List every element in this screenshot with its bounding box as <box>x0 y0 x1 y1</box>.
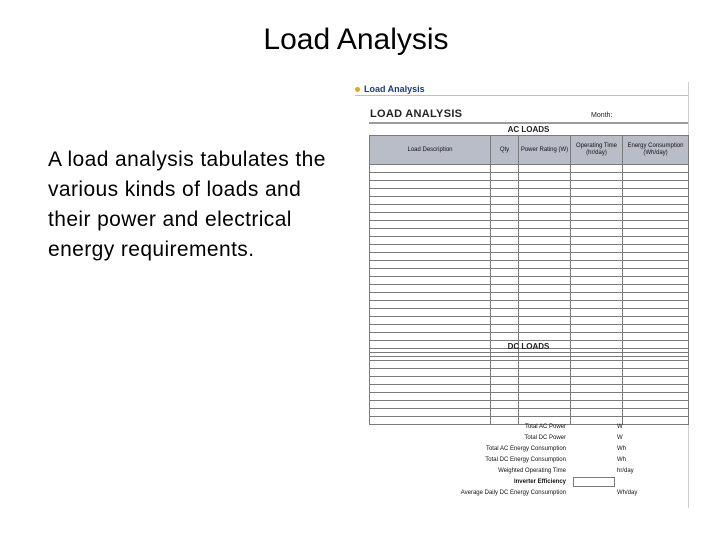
table-cell <box>519 361 571 369</box>
table-cell <box>491 277 519 285</box>
table-cell <box>571 285 623 293</box>
table-cell <box>491 253 519 261</box>
figure-divider <box>355 95 688 96</box>
table-row <box>370 237 689 245</box>
totals-label: Total DC Power <box>524 435 566 441</box>
table-cell <box>623 401 689 409</box>
table-cell <box>491 401 519 409</box>
table-cell <box>491 181 519 189</box>
table-row <box>370 253 689 261</box>
table-cell <box>519 189 571 197</box>
totals-unit: W <box>617 424 623 430</box>
load-analysis-figure <box>355 82 689 508</box>
table-cell <box>519 309 571 317</box>
table-cell <box>571 393 623 401</box>
table-cell <box>491 221 519 229</box>
table-cell <box>370 261 491 269</box>
table-cell <box>571 205 623 213</box>
table-cell <box>491 409 519 417</box>
column-header: Load Description <box>370 136 491 165</box>
totals-row <box>355 466 688 476</box>
table-cell <box>519 253 571 261</box>
table-cell <box>519 277 571 285</box>
table-cell <box>370 325 491 333</box>
table-cell <box>491 245 519 253</box>
table-cell <box>623 173 689 181</box>
table-cell <box>370 377 491 385</box>
totals-row <box>355 455 688 465</box>
table-cell <box>491 309 519 317</box>
table-cell <box>571 253 623 261</box>
table-cell <box>571 213 623 221</box>
totals-label: Average Daily DC Energy Consumption <box>460 490 566 496</box>
table-cell <box>491 165 519 173</box>
table-cell <box>623 353 689 361</box>
table-cell <box>623 229 689 237</box>
table-row <box>370 317 689 325</box>
month-label: Month: <box>591 112 613 119</box>
table-cell <box>623 261 689 269</box>
table-row <box>370 197 689 205</box>
table-cell <box>491 293 519 301</box>
table-row <box>370 385 689 393</box>
table-cell <box>571 189 623 197</box>
dc-loads-heading: DC LOADS <box>507 342 550 351</box>
table-cell <box>491 197 519 205</box>
table-cell <box>623 285 689 293</box>
table-cell <box>519 221 571 229</box>
table-row <box>370 285 689 293</box>
table-cell <box>370 269 491 277</box>
table-cell <box>623 221 689 229</box>
table-cell <box>519 353 571 361</box>
sheet-title: LOAD ANALYSIS <box>370 108 463 120</box>
table-cell <box>491 269 519 277</box>
table-cell <box>370 189 491 197</box>
table-cell <box>491 333 519 341</box>
ac-loads-heading: AC LOADS <box>507 125 550 134</box>
table-cell <box>571 221 623 229</box>
table-cell <box>519 261 571 269</box>
table-cell <box>491 361 519 369</box>
table-cell <box>571 293 623 301</box>
table-cell <box>370 165 491 173</box>
table-row <box>370 205 689 213</box>
table-cell <box>519 213 571 221</box>
table-row <box>370 165 689 173</box>
table-row <box>370 409 689 417</box>
table-cell <box>370 277 491 285</box>
table-cell <box>491 301 519 309</box>
table-cell <box>571 317 623 325</box>
totals-label: Total AC Power <box>524 424 566 430</box>
table-cell <box>370 213 491 221</box>
table-cell <box>491 205 519 213</box>
table-cell <box>519 237 571 245</box>
table-cell <box>623 189 689 197</box>
figure-caption <box>355 84 425 94</box>
table-cell <box>370 409 491 417</box>
table-cell <box>370 401 491 409</box>
sheet-title-rule <box>369 122 688 124</box>
inverter-efficiency-box <box>573 477 615 487</box>
table-cell <box>370 361 491 369</box>
table-row <box>370 213 689 221</box>
table-cell <box>571 165 623 173</box>
totals-unit: Wh <box>617 446 626 452</box>
table-cell <box>491 189 519 197</box>
table-cell <box>571 261 623 269</box>
table-cell <box>370 309 491 317</box>
table-cell <box>370 353 491 361</box>
table-row <box>370 245 689 253</box>
table-cell <box>491 261 519 269</box>
table-cell <box>370 333 491 341</box>
table-cell <box>623 317 689 325</box>
table-row <box>370 309 689 317</box>
table-cell <box>491 325 519 333</box>
table-row <box>370 277 689 285</box>
totals-row <box>355 444 688 454</box>
table-cell <box>370 385 491 393</box>
table-row <box>370 393 689 401</box>
table-cell <box>571 301 623 309</box>
totals-label: Total AC Energy Consumption <box>485 446 566 452</box>
table-cell <box>623 393 689 401</box>
table-cell <box>571 269 623 277</box>
table-cell <box>519 401 571 409</box>
table-cell <box>571 369 623 377</box>
slide-title: Load Analysis <box>263 23 449 56</box>
totals-row <box>355 477 688 487</box>
table-cell <box>571 385 623 393</box>
table-row <box>370 229 689 237</box>
table-cell <box>571 245 623 253</box>
totals-label: Total DC Energy Consumption <box>485 457 566 463</box>
table-row <box>370 221 689 229</box>
table-cell <box>370 285 491 293</box>
table-cell <box>491 393 519 401</box>
table-cell <box>519 285 571 293</box>
table-cell <box>519 173 571 181</box>
column-header: Qty <box>491 136 519 165</box>
table-cell <box>623 181 689 189</box>
table-cell <box>491 229 519 237</box>
column-header: Operating Time (hr/day) <box>571 136 623 165</box>
table-cell <box>623 293 689 301</box>
totals-row <box>355 433 688 443</box>
figure-caption-text: Load Analysis <box>364 84 425 94</box>
table-cell <box>370 253 491 261</box>
table-cell <box>623 409 689 417</box>
table-cell <box>519 325 571 333</box>
table-cell <box>491 353 519 361</box>
table-cell <box>623 385 689 393</box>
table-cell <box>370 393 491 401</box>
table-row <box>370 333 689 341</box>
table-cell <box>623 377 689 385</box>
table-cell <box>623 361 689 369</box>
table-cell <box>519 245 571 253</box>
table-cell <box>571 333 623 341</box>
table-cell <box>571 353 623 361</box>
table-cell <box>519 369 571 377</box>
table-cell <box>519 165 571 173</box>
table-cell <box>370 317 491 325</box>
table-row <box>370 377 689 385</box>
table-cell <box>519 301 571 309</box>
table-cell <box>623 165 689 173</box>
table-cell <box>519 197 571 205</box>
table-cell <box>623 277 689 285</box>
table-cell <box>571 325 623 333</box>
table-row <box>370 173 689 181</box>
table-row <box>370 361 689 369</box>
table-cell <box>370 301 491 309</box>
table-cell <box>370 205 491 213</box>
table-cell <box>370 245 491 253</box>
totals-unit: W <box>617 435 623 441</box>
table-cell <box>623 269 689 277</box>
table-row <box>370 269 689 277</box>
totals-row <box>355 422 688 432</box>
table-cell <box>623 237 689 245</box>
table-cell <box>519 333 571 341</box>
table-cell <box>491 377 519 385</box>
totals-unit: Wh/day <box>617 490 638 496</box>
totals-unit: hr/day <box>617 468 634 474</box>
table-cell <box>571 197 623 205</box>
table-cell <box>571 309 623 317</box>
table-cell <box>519 393 571 401</box>
table-row <box>370 261 689 269</box>
table-cell <box>623 325 689 333</box>
table-cell <box>571 277 623 285</box>
table-cell <box>623 309 689 317</box>
table-row <box>370 325 689 333</box>
table-cell <box>370 173 491 181</box>
table-row <box>370 301 689 309</box>
table-cell <box>370 229 491 237</box>
table-cell <box>519 409 571 417</box>
table-cell <box>519 317 571 325</box>
bullet-icon <box>355 87 360 92</box>
table-cell <box>370 293 491 301</box>
table-cell <box>491 213 519 221</box>
table-cell <box>571 181 623 189</box>
table-cell <box>519 269 571 277</box>
column-header: Energy Consumption (Wh/day) <box>623 136 689 165</box>
table-cell <box>491 385 519 393</box>
table-cell <box>519 377 571 385</box>
column-header: Power Rating (W) <box>519 136 571 165</box>
table-cell <box>571 377 623 385</box>
table-cell <box>571 401 623 409</box>
table-cell <box>491 369 519 377</box>
table-cell <box>519 385 571 393</box>
table-cell <box>370 181 491 189</box>
table-row <box>370 181 689 189</box>
table-cell <box>571 237 623 245</box>
totals-label: Weighted Operating Time <box>498 468 566 474</box>
table-cell <box>519 229 571 237</box>
table-row <box>370 353 689 361</box>
table-cell <box>623 333 689 341</box>
table-cell <box>623 213 689 221</box>
ac-loads-table <box>369 135 689 357</box>
table-row <box>370 189 689 197</box>
slide-body-text: A load analysis tabulates the various kinds of loads and their power and electrical energy requirements. <box>48 148 326 261</box>
table-cell <box>491 173 519 181</box>
table-cell <box>491 237 519 245</box>
table-cell <box>571 409 623 417</box>
table-cell <box>370 221 491 229</box>
table-cell <box>571 361 623 369</box>
table-cell <box>370 369 491 377</box>
table-cell <box>623 301 689 309</box>
table-cell <box>491 317 519 325</box>
table-row <box>370 293 689 301</box>
table-cell <box>519 205 571 213</box>
table-cell <box>623 369 689 377</box>
table-cell <box>623 245 689 253</box>
table-cell <box>519 293 571 301</box>
table-cell <box>370 237 491 245</box>
table-cell <box>623 197 689 205</box>
totals-row <box>355 488 688 498</box>
totals-label: Inverter Efficiency <box>513 479 566 485</box>
table-cell <box>370 197 491 205</box>
table-cell <box>623 253 689 261</box>
totals-unit: Wh <box>617 457 626 463</box>
table-row <box>370 369 689 377</box>
table-cell <box>519 181 571 189</box>
table-cell <box>571 229 623 237</box>
table-row <box>370 401 689 409</box>
table-cell <box>491 285 519 293</box>
table-cell <box>623 205 689 213</box>
table-cell <box>571 173 623 181</box>
dc-loads-table <box>369 352 689 425</box>
